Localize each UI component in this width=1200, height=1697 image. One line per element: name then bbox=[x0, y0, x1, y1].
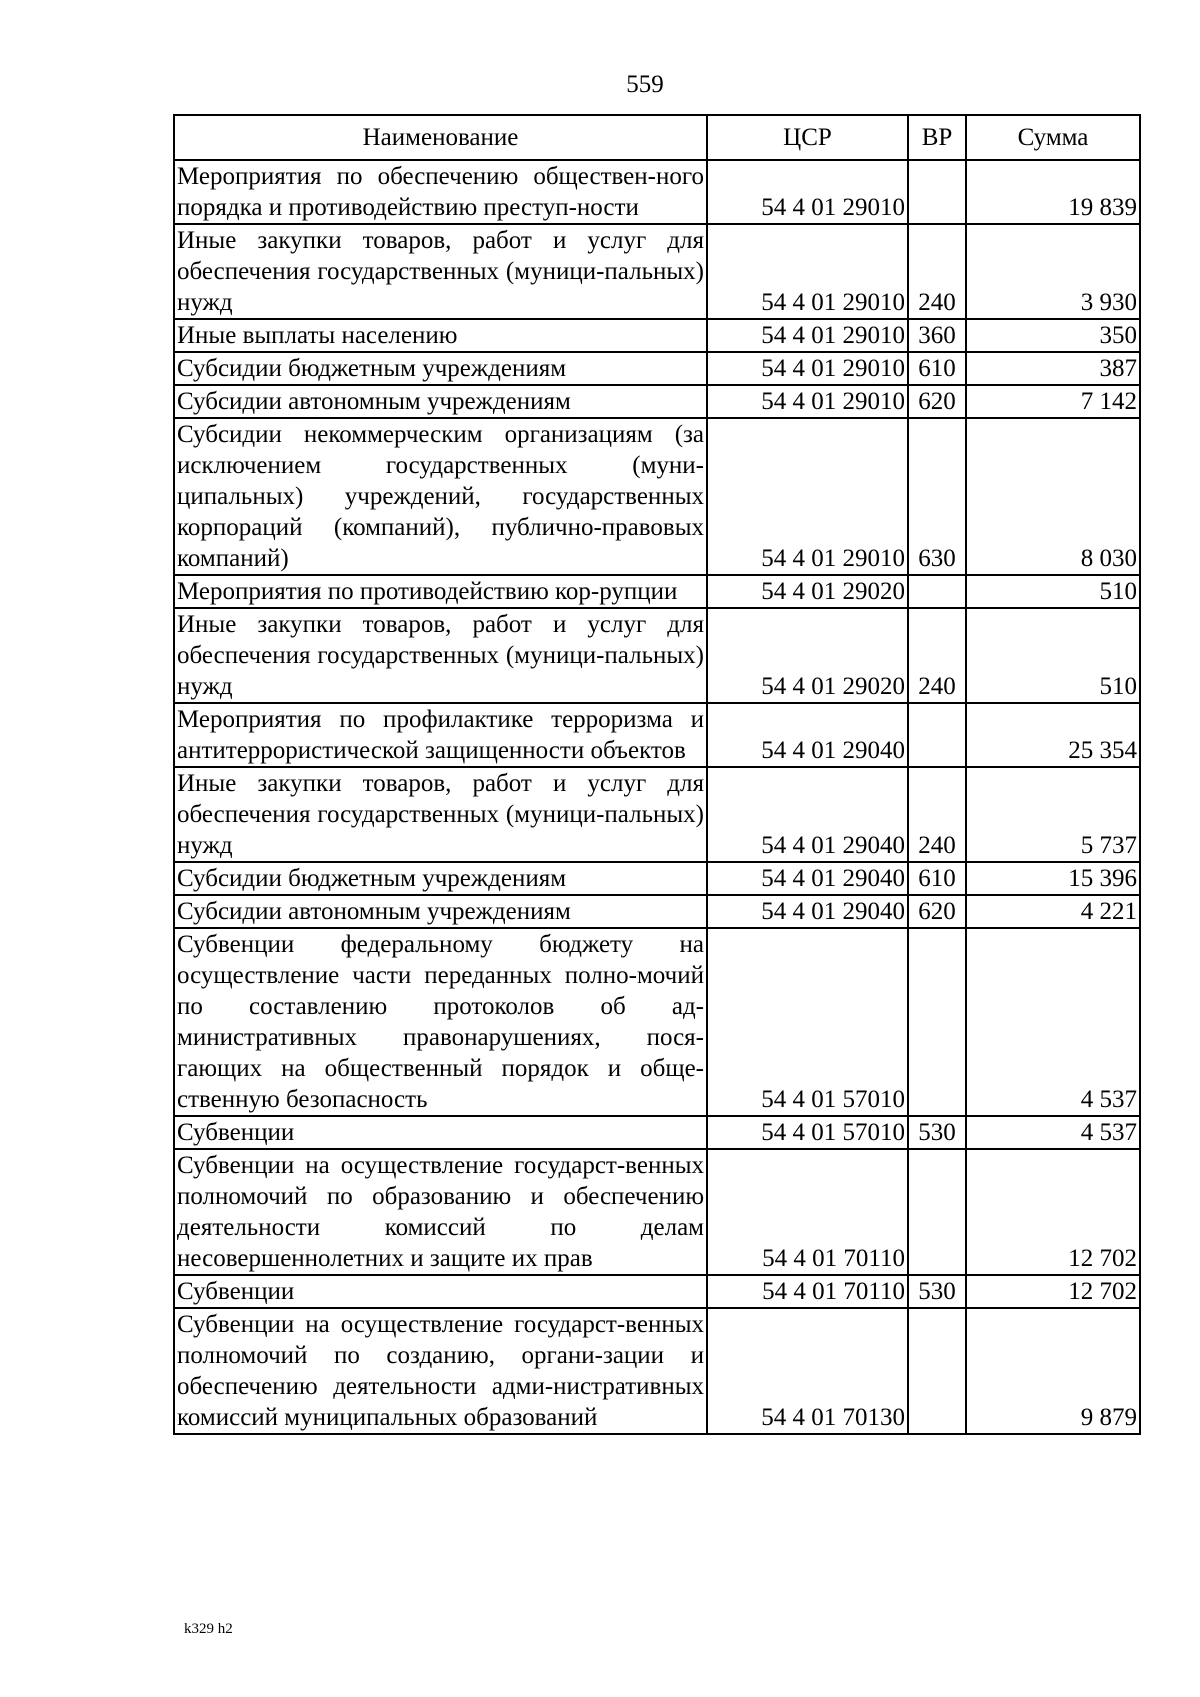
row-sum: 3 930 bbox=[966, 224, 1140, 319]
table-row bbox=[174, 160, 1140, 224]
row-csr: 54 4 01 29010 bbox=[707, 352, 908, 385]
row-name: Мероприятия по профилактике терроризма и антитеррористической защищенности объектов bbox=[174, 703, 707, 767]
row-csr: 54 4 01 29010 bbox=[707, 224, 908, 319]
row-sum: 350 bbox=[966, 319, 1140, 352]
row-sum: 7 142 bbox=[966, 385, 1140, 418]
row-vr: 620 bbox=[908, 385, 966, 418]
row-csr: 54 4 01 29010 bbox=[707, 385, 908, 418]
table-row bbox=[174, 385, 1140, 418]
row-name: Субвенции на осуществление государст-венных полномочий по созданию, органи-зации и обеспечению деятельности адми-нистративных комиссий муниципальных образований bbox=[174, 1308, 707, 1434]
row-csr: 54 4 01 70110 bbox=[707, 1149, 908, 1275]
row-name: Субсидии бюджетным учреждениям bbox=[174, 862, 707, 895]
row-csr: 54 4 01 70110 bbox=[707, 1275, 908, 1308]
row-name: Субвенции bbox=[174, 1116, 707, 1149]
row-vr: 630 bbox=[908, 418, 966, 575]
table-row bbox=[174, 1275, 1140, 1308]
table-row bbox=[174, 1308, 1140, 1434]
header-name: Наименование bbox=[174, 115, 707, 160]
table-row bbox=[174, 319, 1140, 352]
row-sum: 510 bbox=[966, 608, 1140, 703]
row-sum: 4 537 bbox=[966, 928, 1140, 1116]
table-row bbox=[174, 703, 1140, 767]
table-row bbox=[174, 862, 1140, 895]
row-name: Субсидии бюджетным учреждениям bbox=[174, 352, 707, 385]
row-sum: 19 839 bbox=[966, 160, 1140, 224]
row-vr bbox=[908, 928, 966, 1116]
table-row bbox=[174, 928, 1140, 1116]
row-name: Иные закупки товаров, работ и услуг для обеспечения государственных (муници-пальных) нужд bbox=[174, 767, 707, 862]
row-name: Мероприятия по обеспечению обществен-ного порядка и противодействию преступ-ности bbox=[174, 160, 707, 224]
row-sum: 8 030 bbox=[966, 418, 1140, 575]
table-row bbox=[174, 1116, 1140, 1149]
row-vr: 240 bbox=[908, 224, 966, 319]
row-vr: 530 bbox=[908, 1116, 966, 1149]
row-sum: 387 bbox=[966, 352, 1140, 385]
row-vr: 240 bbox=[908, 767, 966, 862]
header-csr: ЦСР bbox=[707, 115, 908, 160]
row-csr: 54 4 01 29040 bbox=[707, 862, 908, 895]
table-row bbox=[174, 224, 1140, 319]
table-row bbox=[174, 767, 1140, 862]
row-csr: 54 4 01 57010 bbox=[707, 1116, 908, 1149]
row-csr: 54 4 01 70130 bbox=[707, 1308, 908, 1434]
row-csr: 54 4 01 29040 bbox=[707, 767, 908, 862]
row-sum: 5 737 bbox=[966, 767, 1140, 862]
row-name: Мероприятия по противодействию кор-рупции bbox=[174, 575, 707, 608]
row-sum: 12 702 bbox=[966, 1149, 1140, 1275]
row-name: Субвенции bbox=[174, 1275, 707, 1308]
row-name: Субвенции на осуществление государст-венных полномочий по образованию и обеспечению деятельности комиссий по делам несовершеннолетних и защите их прав bbox=[174, 1149, 707, 1275]
row-name: Субвенции федеральному бюджету на осуществление части переданных полно-мочий по составлению протоколов об ад-министративных правонарушениях, пося-гающих на общественный порядок и обще-ственную безопасность bbox=[174, 928, 707, 1116]
row-vr: 360 bbox=[908, 319, 966, 352]
row-name: Субсидии автономным учреждениям bbox=[174, 385, 707, 418]
row-vr bbox=[908, 1308, 966, 1434]
row-sum: 4 537 bbox=[966, 1116, 1140, 1149]
row-name: Иные выплаты населению bbox=[174, 319, 707, 352]
row-vr: 240 bbox=[908, 608, 966, 703]
row-vr bbox=[908, 160, 966, 224]
table-row bbox=[174, 418, 1140, 575]
row-csr: 54 4 01 29010 bbox=[707, 418, 908, 575]
row-csr: 54 4 01 29040 bbox=[707, 703, 908, 767]
row-sum: 4 221 bbox=[966, 895, 1140, 928]
table-row bbox=[174, 608, 1140, 703]
row-csr: 54 4 01 29020 bbox=[707, 608, 908, 703]
row-name: Субсидии автономным учреждениям bbox=[174, 895, 707, 928]
row-name: Субсидии некоммерческим организациям (за исключением государственных (муни-ципальных) учреждений, государственных корпораций (компаний), публично-правовых компаний) bbox=[174, 418, 707, 575]
row-csr: 54 4 01 29020 bbox=[707, 575, 908, 608]
table-row bbox=[174, 352, 1140, 385]
row-sum: 25 354 bbox=[966, 703, 1140, 767]
row-vr bbox=[908, 575, 966, 608]
row-csr: 54 4 01 29040 bbox=[707, 895, 908, 928]
row-vr bbox=[908, 703, 966, 767]
row-csr: 54 4 01 29010 bbox=[707, 160, 908, 224]
row-csr: 54 4 01 57010 bbox=[707, 928, 908, 1116]
header-vr: ВР bbox=[908, 115, 966, 160]
row-name: Иные закупки товаров, работ и услуг для обеспечения государственных (муници-пальных) нужд bbox=[174, 224, 707, 319]
table-row bbox=[174, 1149, 1140, 1275]
row-sum: 9 879 bbox=[966, 1308, 1140, 1434]
row-sum: 12 702 bbox=[966, 1275, 1140, 1308]
row-vr: 610 bbox=[908, 352, 966, 385]
table-row bbox=[174, 575, 1140, 608]
row-sum: 15 396 bbox=[966, 862, 1140, 895]
row-sum: 510 bbox=[966, 575, 1140, 608]
header-sum: Сумма bbox=[966, 115, 1140, 160]
row-name: Иные закупки товаров, работ и услуг для обеспечения государственных (муници-пальных) нужд bbox=[174, 608, 707, 703]
row-vr: 620 bbox=[908, 895, 966, 928]
table-header-row bbox=[174, 115, 1140, 160]
row-csr: 54 4 01 29010 bbox=[707, 319, 908, 352]
page-number: 559 bbox=[626, 71, 664, 98]
budget-table bbox=[173, 114, 1141, 1435]
table-row bbox=[174, 895, 1140, 928]
row-vr bbox=[908, 1149, 966, 1275]
document-code: k329 h2 bbox=[184, 1621, 233, 1637]
row-vr: 610 bbox=[908, 862, 966, 895]
row-vr: 530 bbox=[908, 1275, 966, 1308]
